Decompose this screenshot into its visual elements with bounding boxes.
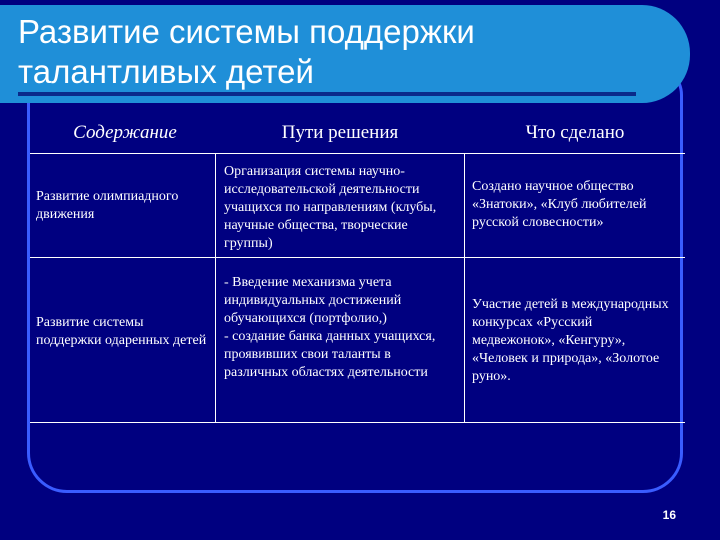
title-underline (18, 92, 636, 96)
table-row-divider (30, 257, 685, 258)
header-content: Содержание (73, 122, 177, 143)
table-bottom-border (30, 422, 685, 423)
table-column-divider-2 (464, 153, 465, 423)
table-cell-row1-content: Развитие олимпиадного движения (36, 189, 179, 222)
header-solutions: Пути решения (281, 122, 399, 143)
title-line-1: Развитие системы поддержки (18, 13, 475, 50)
table-column-divider-1 (215, 153, 216, 423)
row2-solution-item-1: - Введение механизма учета индивидуальных достижений обучающихся (портфолио,) (224, 275, 402, 326)
row2-solution-item-2: - создание банка данных учащихся, проявивших свои таланты в различных областях деятельности (224, 329, 436, 380)
header-done: Что сделано (525, 122, 625, 143)
table-cell-row2-content: Развитие системы поддержки одаренных детей (36, 315, 207, 348)
table-header-divider (30, 153, 685, 154)
table-cell-row1-done: Создано научное общество «Знатоки», «Клуб любителей русской словесности» (472, 179, 647, 230)
table-cell-row2-solutions (224, 274, 458, 382)
table-cell-row2-done: Участие детей в международных конкурсах «Русский медвежонок», «Кенгуру», «Человек и природа», «Золотое руно». (472, 297, 669, 384)
slide-title (18, 12, 618, 92)
table-cell-row1-solutions: Организация системы научно-исследовательской деятельности учащихся по направлениям (клубы, научные общества, творческие группы) (224, 164, 437, 251)
page-number: 16 (662, 508, 676, 522)
title-line-2: талантливых детей (18, 53, 314, 90)
